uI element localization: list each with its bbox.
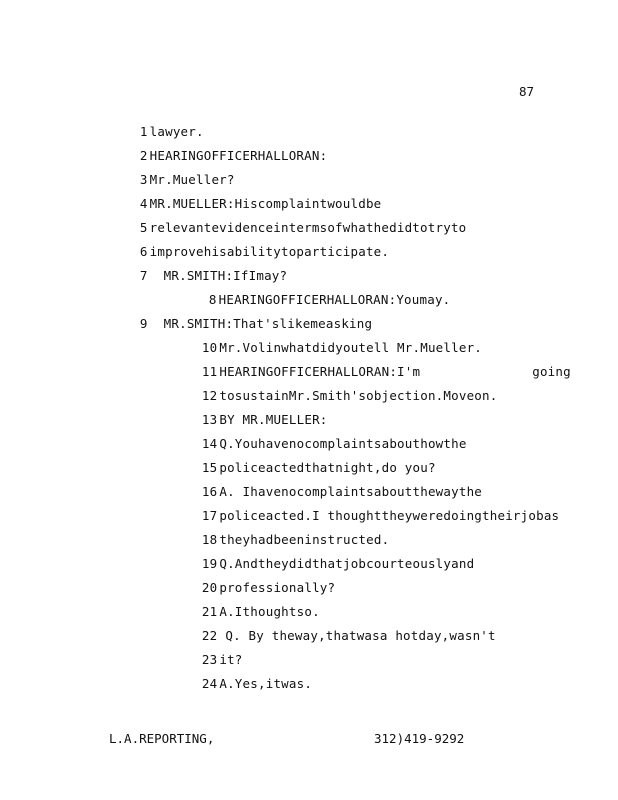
line-number: 8 — [208, 292, 217, 307]
line-text: HEARINGOFFICERHALLORAN:Youmay. — [218, 292, 451, 307]
line-number: 21 — [201, 604, 218, 619]
footer-phone: 312)419-9292 — [374, 731, 465, 746]
line-number: 5 — [139, 220, 148, 235]
line-text: HEARINGOFFICERHALLORAN:I'm — [219, 364, 421, 379]
line-text: Q.Youhavenocomplaintsabouthowthe — [219, 436, 467, 451]
line-text: Mr.Volinwhatdidyoutell Mr.Mueller. — [219, 340, 483, 355]
line-number: 14 — [201, 436, 218, 451]
line-text: MR.MUELLER:Hiscomplaintwouldbe — [149, 196, 382, 211]
line-number: 6 — [139, 244, 148, 259]
line-number: 13 — [201, 412, 218, 427]
line-text: Q.Andtheydidthatjobcourteouslyand — [219, 556, 475, 571]
line-text: A. Ihavenocomplaintsaboutthewaythe — [219, 484, 483, 499]
page-number: 87 — [519, 84, 535, 99]
line-number: 9 — [139, 316, 148, 331]
line-number: 17 — [201, 508, 218, 523]
transcript-line — [171, 661, 312, 706]
line-text: policeactedthatnight,do you? — [219, 460, 436, 475]
line-text: BY MR.MUELLER: — [219, 412, 328, 427]
line-number: 22 — [201, 628, 218, 643]
line-number: 16 — [201, 484, 218, 499]
line-text: theyhadbeeninstructed. — [219, 532, 390, 547]
line-number: 24 — [201, 676, 218, 691]
line-number: 1 — [139, 124, 148, 139]
line-text: policeacted.I thoughttheyweredoingtheirjobas — [219, 508, 560, 523]
line-text: A.Yes,itwas. — [219, 676, 313, 691]
line-number: 18 — [201, 532, 218, 547]
line-text: professionally? — [219, 580, 336, 595]
line-text: A.Ithoughtso. — [219, 604, 320, 619]
line-number: 2 — [139, 148, 148, 163]
line-text: MR.SMITH:IfImay? — [163, 268, 288, 283]
line-number: 20 — [201, 580, 218, 595]
line-number: 23 — [201, 652, 218, 667]
line-text: HEARINGOFFICERHALLORAN: — [149, 148, 328, 163]
line-text: tosustainMr.Smith'sobjection.Moveon. — [219, 388, 498, 403]
line-text: lawyer. — [149, 124, 204, 139]
line-text: MR.SMITH:That'slikemeasking — [163, 316, 373, 331]
line-text: relevantevidenceintermsofwhathedidtotryto — [149, 220, 467, 235]
footer-reporter: L.A.REPORTING, — [109, 731, 215, 746]
line-text: Q. By theway,thatwasa hotday,wasn't — [225, 628, 496, 643]
line-text: Mr.Mueller? — [149, 172, 235, 187]
line-number: 19 — [201, 556, 218, 571]
line-number: 3 — [139, 172, 148, 187]
line-number: 7 — [139, 268, 148, 283]
line-number: 4 — [139, 196, 148, 211]
line-number: 10 — [201, 340, 218, 355]
line-text: improvehisabilitytoparticipate. — [149, 244, 390, 259]
line-number: 11 — [201, 364, 218, 379]
line-number: 15 — [201, 460, 218, 475]
line-text-continued: going — [532, 364, 571, 379]
line-text: it? — [219, 652, 243, 667]
line-number: 12 — [201, 388, 218, 403]
